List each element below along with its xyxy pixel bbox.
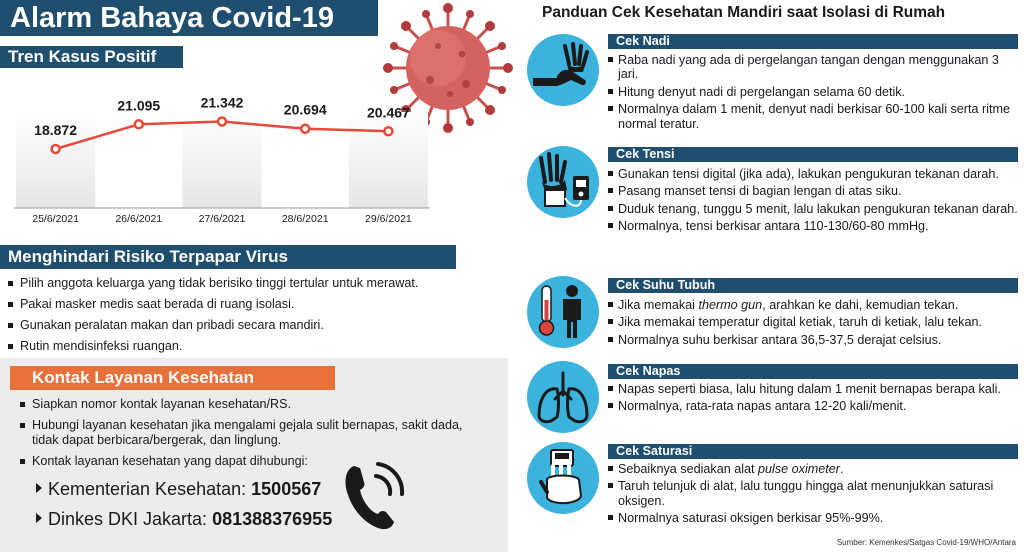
guide-heading: Panduan Cek Kesehatan Mandiri saat Isolasi di Rumah [542, 4, 946, 21]
x-tick-label: 29/6/2021 [365, 213, 412, 225]
section-title-suhu: Cek Suhu Tubuh [608, 278, 1018, 293]
list-item: Jika memakai thermo gun, arahkan ke dahi, kemudian tekan. [608, 298, 1018, 312]
source-note: Sumber: Kemenkes/Satgas Covid-19/WHO/Antara [836, 538, 1016, 547]
data-label: 21.095 [117, 97, 161, 114]
section-title-tensi: Cek Tensi [608, 147, 1018, 162]
x-tick-label: 25/6/2021 [32, 213, 79, 225]
lungs-icon [527, 361, 599, 433]
list-item: Sebaiknya sediakan alat pulse oximeter. [608, 462, 1018, 476]
thermometer-icon [527, 276, 599, 348]
list-item: Normalnya, tensi berkisar antara 110-130/60-80 mmHg. [608, 219, 1018, 233]
list-item: Pilih anggota keluarga yang tidak berisiko tinggi tertular untuk merawat. [8, 276, 458, 291]
pulse-oximeter-icon [527, 442, 599, 514]
data-label: 18.872 [34, 121, 78, 138]
contact-number: 1500567 [251, 479, 322, 499]
triangle-bullet-icon [36, 483, 42, 493]
list-item: Hubungi layanan kesehatan jika mengalami gejala sulit bernapas, sakit dada, tidak dapat berbicara/bergerak, dan linglung. [20, 418, 490, 448]
section-list-nadi [608, 53, 1018, 134]
list-item: Pasang manset tensi di bagian lengan di atas siku. [608, 184, 1018, 198]
list-item: Kontak layanan kesehatan yang dapat dihubungi: [20, 454, 490, 469]
section-list-napas [608, 382, 1018, 417]
list-item: Normalnya dalam 1 menit, denyut nadi berkisar 60-100 kali serta ritme normal teratur. [608, 102, 1018, 131]
data-point [301, 125, 309, 133]
list-item: Rutin mendisinfeksi ruangan. [8, 339, 458, 354]
contact-list [20, 397, 490, 475]
section-list-saturasi [608, 462, 1018, 529]
list-item: Normalnya saturasi oksigen berkisar 95%-99%. [608, 511, 1018, 525]
list-item: Gunakan tensi digital (jika ada), lakukan pengukuran tekanan darah. [608, 167, 1018, 181]
contact-label: Kementerian Kesehatan: [48, 479, 247, 499]
x-tick-label: 28/6/2021 [281, 213, 329, 225]
contact-label: Dinkes DKI Jakarta: [48, 509, 208, 529]
trend-heading: Tren Kasus Positif [0, 46, 183, 68]
data-label: 21.342 [200, 94, 244, 111]
data-point [52, 145, 60, 153]
phone-icon [340, 456, 412, 534]
x-tick-label: 26/6/2021 [115, 213, 163, 225]
list-item: Hitung denyut nadi di pergelangan selama 60 detik. [608, 85, 1018, 99]
list-item: Taruh telunjuk di alat, lalu tunggu hingga alat menunjukkan saturasi oksigen. [608, 479, 1018, 508]
list-item: Raba nadi yang ada di pergelangan tangan dengan menggunakan 3 jari. [608, 53, 1018, 82]
list-item: Duduk tenang, tunggu 5 menit, lalu lakukan pengukuran tekanan darah. [608, 202, 1018, 216]
list-item: Gunakan peralatan makan dan pribadi secara mandiri. [8, 318, 458, 333]
contact-line-dinkes [36, 508, 332, 530]
hand-pulse-icon [527, 34, 599, 106]
list-item: Normalnya, rata-rata napas antara 12-20 kali/menit. [608, 399, 1018, 413]
data-point [384, 127, 392, 135]
contact-number: 081388376955 [212, 509, 333, 529]
trend-chart [0, 72, 440, 232]
blood-pressure-icon [527, 146, 599, 218]
contact-heading: Kontak Layanan Kesehatan [10, 366, 335, 390]
section-title-saturasi: Cek Saturasi [608, 444, 1018, 459]
section-title-nadi: Cek Nadi [608, 34, 1018, 49]
data-point [135, 120, 143, 128]
list-item: Jika memakai temperatur digital ketiak, taruh di ketiak, lalu tekan. [608, 315, 1018, 329]
risk-list [8, 276, 458, 360]
list-item: Napas seperti biasa, lalu hitung dalam 1 menit bernapas berapa kali. [608, 382, 1018, 396]
data-label: 20.467 [366, 104, 410, 121]
page-title: Alarm Bahaya Covid-19 [0, 0, 378, 36]
list-item: Normalnya suhu berkisar antara 36,5-37,5 derajat celsius. [608, 333, 1018, 347]
section-title-napas: Cek Napas [608, 364, 1018, 379]
list-item: Pakai masker medis saat berada di ruang isolasi. [8, 297, 458, 312]
triangle-bullet-icon [36, 513, 42, 523]
risk-heading: Menghindari Risiko Terpapar Virus [0, 245, 456, 269]
section-list-tensi [608, 167, 1018, 237]
list-item: Siapkan nomor kontak layanan kesehatan/RS. [20, 397, 490, 412]
contact-line-kemenkes [36, 478, 321, 500]
data-point [218, 118, 226, 126]
section-list-suhu [608, 298, 1018, 350]
data-label: 20.694 [283, 101, 327, 118]
x-tick-label: 27/6/2021 [198, 213, 246, 225]
